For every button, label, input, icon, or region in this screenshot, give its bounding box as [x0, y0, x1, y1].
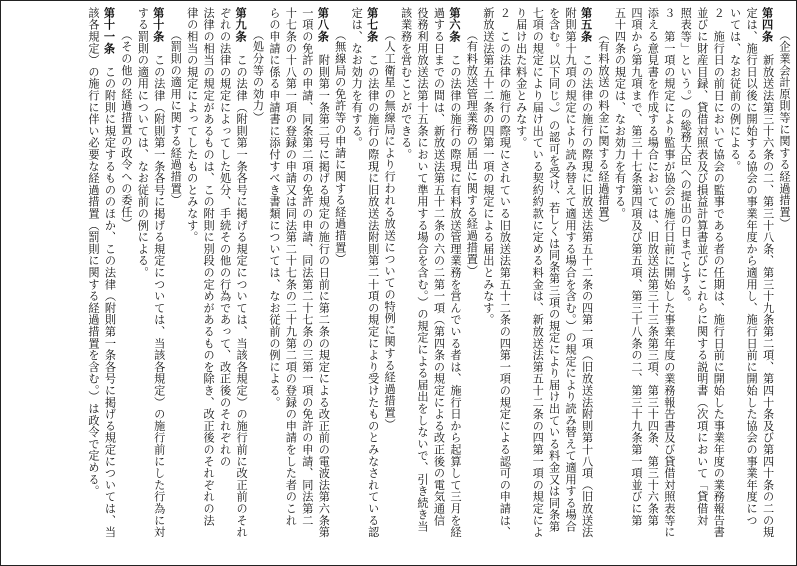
article-number: 第十条	[151, 7, 166, 43]
section-heading	[595, 7, 611, 559]
article-column	[578, 7, 594, 559]
column-text: 法律の相当の規定があるものは、この附則に別段の定めがあるものを除き、改正後のそれぞれの法	[202, 7, 216, 527]
text-column	[298, 7, 314, 559]
column-text: 律の相当の規定によってしたものとみなす。	[185, 7, 199, 243]
section-heading	[331, 7, 347, 559]
text-column	[414, 7, 430, 559]
column-text: ２ この法律の施行の際現にされている旧放送法第五十二条の四第一項の規定による認可の申請は、	[498, 7, 512, 538]
article-column	[315, 7, 331, 559]
section-heading	[776, 7, 792, 559]
column-text: （有料放送管理業務の届出に関する経過措置）	[465, 29, 479, 277]
article-number: 第七条	[365, 7, 380, 43]
article-number: 第八条	[316, 7, 331, 43]
column-text: ３ 第一項の規定により監事が協会の施行日前に開始した事業年度の業務報告書及び貸借対照表等に	[662, 7, 676, 538]
article-column	[364, 7, 380, 559]
article-column	[150, 7, 166, 559]
column-text: 新放送法第三十六条の二、第三十八条、第三十九条第二項、第四十条及び第四十条の二の規	[761, 42, 775, 539]
column-text: 附則第十九項の規定により読み替えて適用する場合を含む。）の規定により読み替えて適用する場合	[564, 7, 578, 533]
article-number: 第五条	[579, 7, 594, 43]
column-text: いては、なお従前の例による。	[728, 7, 742, 173]
text-column	[726, 7, 742, 559]
text-column	[693, 7, 709, 559]
section-heading	[463, 7, 479, 559]
column-text: 該各規定）の施行に伴い必要な経過措置（罰則に関する経過措置を含む。）は政令で定める。	[86, 7, 100, 497]
text-column	[743, 7, 759, 559]
column-text: この法律の施行の際現に旧放送法第五十二条の四第一項（旧放送法附則第十八項（旧放送法	[580, 42, 594, 539]
article-number: 第四条	[760, 7, 775, 43]
text-column	[611, 7, 627, 559]
text-column	[660, 7, 676, 559]
column-text: （有料放送の料金に関する経過措置）	[597, 29, 611, 230]
text-column	[512, 7, 528, 559]
column-text: 十七条の十八第一項の登録の申請又は同法第二十七条の二十九第二項の登録の申請をした者のこれ	[284, 7, 298, 527]
column-text: 並びに財産目録、貸借対照表及び損益計算書並びにこれらに関する説明書（次項において「貸借対	[695, 7, 709, 527]
column-text: この法律の施行の際現に有料放送管理業務を営んでいる者は、施行日から起算して三月を経	[448, 42, 462, 539]
column-text: 七項の規定により届け出ている契約約款に定める料金は、新放送法第五十二条の四第一項の規定によ	[531, 7, 545, 538]
text-column	[627, 7, 643, 559]
text-column	[545, 7, 561, 559]
text-column	[183, 7, 199, 559]
article-column	[446, 7, 462, 559]
article-column	[759, 7, 775, 559]
vertical-text-body	[5, 7, 792, 559]
text-column	[430, 7, 446, 559]
column-text: この附則に規定するもののほか、この法律（附則第一条各号に掲げる規定については、当	[103, 54, 117, 539]
column-text: らの申請に係る申請書に添付すべき書類については、なお従前の例による。	[267, 7, 281, 409]
column-text: （処分等の効力）	[251, 29, 265, 124]
column-text: この法律の施行の際現に旧放送法附則第二十項の規定により受けたものとみなされている認	[366, 42, 380, 539]
article-column	[101, 7, 117, 559]
column-text: この法律（附則第一条各号に掲げる規定については、当該各規定）の施行前にした行為に対	[152, 42, 166, 539]
text-column	[200, 7, 216, 559]
column-text: 四項から第九項まで、第三十七条第四項及び第五項、第三十八条の二、第三十九条第一項並びに第	[629, 7, 643, 527]
column-text: 役務利用放送法第十五条において準用する場合を含む。）の規定による届出をしないで、引き続き当	[416, 7, 430, 533]
text-column	[282, 7, 298, 559]
text-column	[85, 7, 101, 559]
column-text: 一項の免許の申請、同条第二項の免許の申請、同法第二十七条の三第一項の免許の申請、同法第二	[300, 7, 314, 527]
column-text: 添える意見書を作成する場合においては、旧放送法第三十三条第三項、第三十四条、第三十六条第	[646, 7, 660, 527]
column-text: り届け出た料金とみなす。	[514, 7, 528, 149]
text-column	[479, 7, 495, 559]
article-number: 第九条	[234, 7, 249, 43]
text-column	[677, 7, 693, 559]
column-text: する罰則の適用については、なお従前の例による。	[136, 7, 150, 279]
text-column	[496, 7, 512, 559]
text-column	[348, 7, 364, 559]
text-column	[397, 7, 413, 559]
column-text: （無線局の免許等の申請に関する経過措置）	[333, 29, 347, 265]
text-column	[644, 7, 660, 559]
column-text: 照表等」という。）の総務大臣への提出の日までとする。	[679, 7, 693, 309]
column-text: 定は、施行日以後に開始する協会の事業年度から適用し、施行日前に開始した協会の事業年度につ	[745, 7, 759, 527]
column-text: この法律（附則第一条各号に掲げる規定については、当該各規定）の施行前に改正前のそれ	[235, 42, 249, 539]
column-text: （人工衛星の無線局により行われる放送についての特例に関する経過措置）	[383, 29, 397, 431]
column-text: ２ 施行日の前日において協会の監事である者の任期は、施行日前に開始した事業年度の業務報告書	[712, 7, 726, 538]
text-column	[266, 7, 282, 559]
column-text: 五十四条の規定は、なお効力を有する。	[613, 7, 627, 220]
text-column	[710, 7, 726, 559]
column-text: を含む。以下同じ。）の認可を受け、若しくは同条第三項の規定により届け出ている料金又は同条第	[547, 7, 561, 533]
section-heading	[117, 7, 133, 559]
column-text: 定は、なお効力を有する。	[350, 7, 364, 149]
text-column	[134, 7, 150, 559]
column-text: 附則第一条第二号に掲げる規定の施行の日前に第二条の規定による改正前の電波法第六条第	[317, 42, 331, 539]
section-heading	[381, 7, 397, 559]
text-column	[562, 7, 578, 559]
column-text: 新放送法第五十二条の四第一項の規定による届出とみなす。	[481, 7, 495, 326]
text-column	[529, 7, 545, 559]
article-column	[233, 7, 249, 559]
article-number: 第六条	[447, 7, 462, 43]
section-heading	[249, 7, 265, 559]
section-heading	[167, 7, 183, 559]
text-column	[216, 7, 232, 559]
article-number: 第十一条	[102, 7, 117, 55]
column-text: ぞれの法律の規定によってした処分、手続その他の行為であって、改正後のそれぞれの	[218, 7, 232, 468]
column-text: 過する日までの間は、新放送法第五十二条の六の二第一項（第四条の規定による改正後の電気通信	[432, 7, 446, 527]
column-text: （企業会計原則等に関する経過措置）	[778, 29, 791, 230]
column-text: 該業務を営むことができる。	[399, 7, 413, 161]
column-text: （その他の経過措置の政令への委任）	[119, 29, 133, 230]
column-text: （罰則の適用に関する経過措置）	[169, 29, 183, 206]
